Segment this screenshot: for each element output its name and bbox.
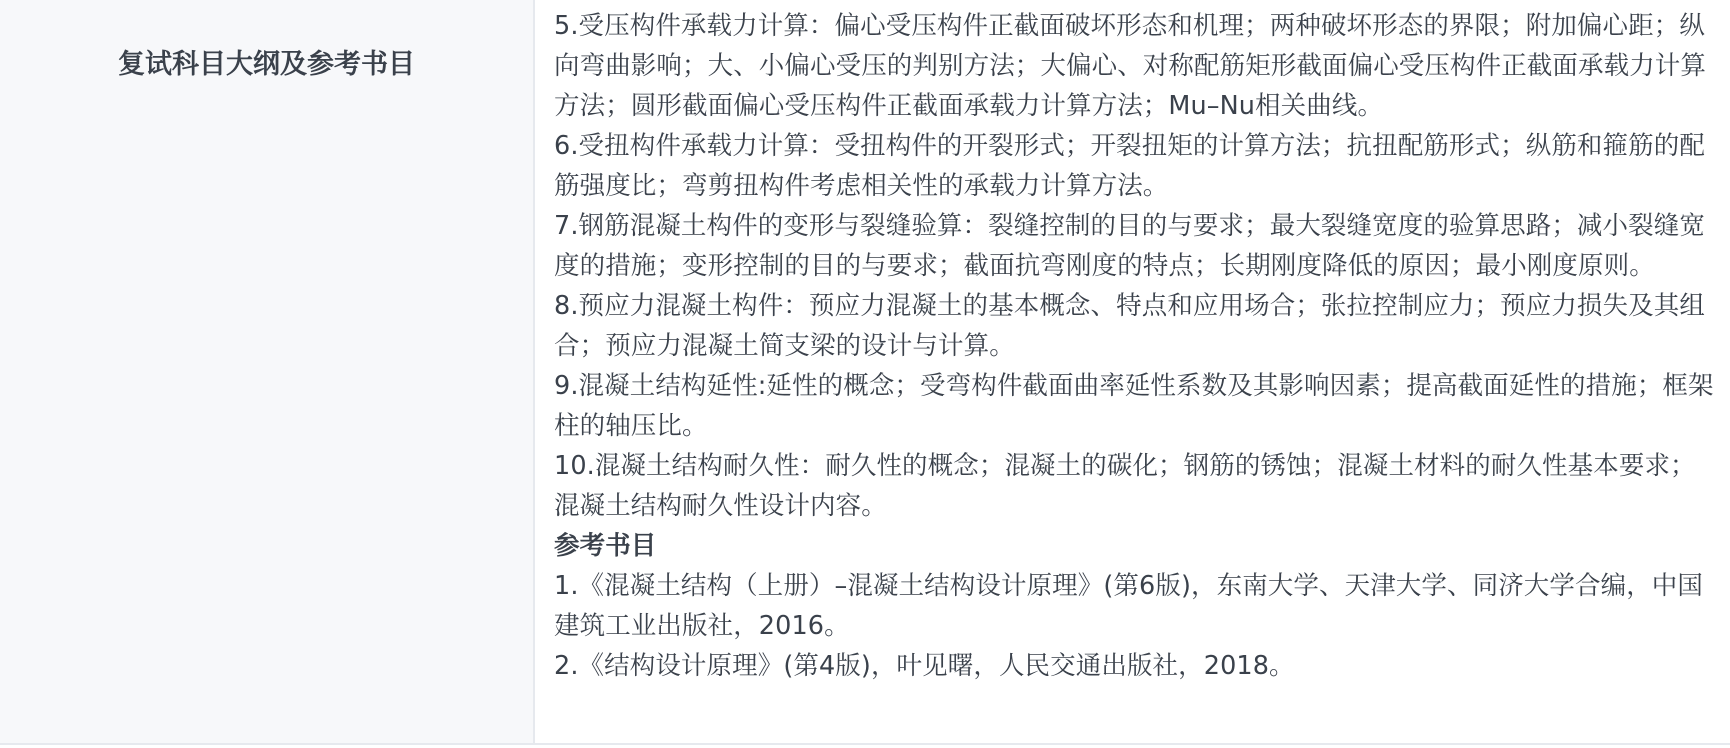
syllabus-item: 10.混凝土结构耐久性：耐久性的概念；混凝土的碳化；钢筋的锈蚀；混凝土材料的耐久性基本要求；混凝土结构耐久性设计内容。 xyxy=(554,451,1696,521)
syllabus-item: 9.混凝土结构延性:延性的概念；受弯构件截面曲率延性系数及其影响因素；提高截面延性的措施；框架柱的轴压比。 xyxy=(554,371,1714,441)
row-content-cell xyxy=(535,0,1730,743)
syllabus-item: 7.钢筋混凝土构件的变形与裂缝验算：裂缝控制的目的与要求；最大裂缝宽度的验算思路；减小裂缝宽度的措施；变形控制的目的与要求；截面抗弯刚度的特点；长期刚度降低的原因；最小刚度原则。 xyxy=(554,211,1705,281)
reference-item: 2.《结构设计原理》(第4版)，叶见曙，人民交通出版社，2018。 xyxy=(554,651,1295,681)
row-label-cell xyxy=(0,0,535,743)
syllabus-item: 6.受扭构件承载力计算：受扭构件的开裂形式；开裂扭矩的计算方法；抗扭配筋形式；纵筋和箍筋的配筋强度比；弯剪扭构件考虑相关性的承载力计算方法。 xyxy=(554,131,1705,201)
references-heading: 参考书目 xyxy=(554,531,657,561)
reference-item: 1.《混凝土结构（上册）–混凝土结构设计原理》(第6版)，东南大学、天津大学、同济大学合编，中国建筑工业出版社，2016。 xyxy=(554,571,1704,641)
row-label: 复试科目大纲及参考书目 xyxy=(118,49,415,80)
syllabus-item: 5.受压构件承载力计算：偏心受压构件正截面破坏形态和机理；两种破坏形态的界限；附加偏心距；纵向弯曲影响；大、小偏心受压的判别方法；大偏心、对称配筋矩形截面偏心受压构件正截面承载力计算方法；圆形截面偏心受压构件正截面承载力计算方法；Mu–Nu相关曲线。 xyxy=(554,11,1707,121)
syllabus-item: 8.预应力混凝土构件：预应力混凝土的基本概念、特点和应用场合；张拉控制应力；预应力损失及其组合；预应力混凝土简支梁的设计与计算。 xyxy=(554,291,1705,361)
